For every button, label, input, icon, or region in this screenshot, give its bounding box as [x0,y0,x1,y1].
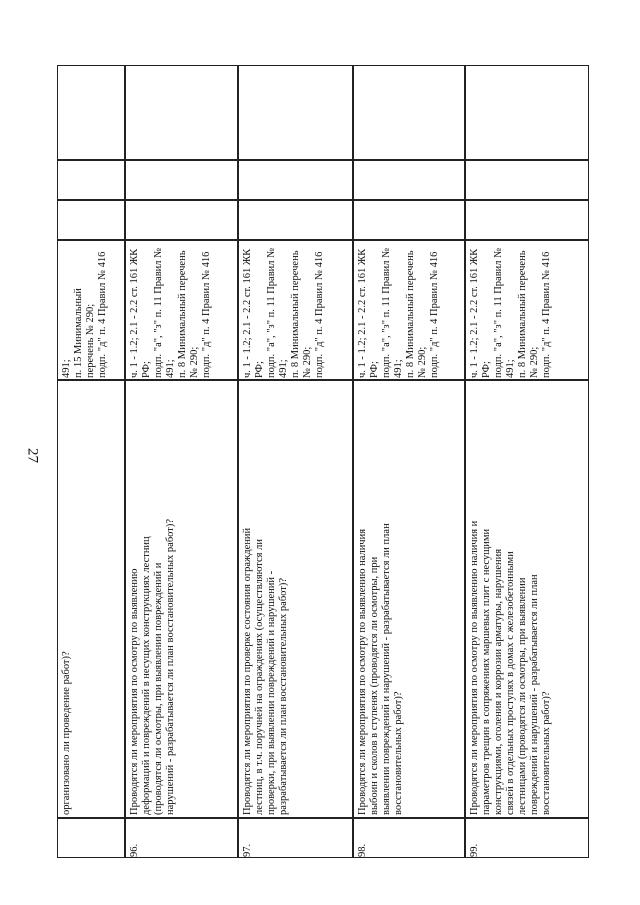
table-cell [353,160,465,200]
question-text: Проводятся ли мероприятия по осмотру по выявлению деформаций и повреждений в несущих конструкциях лестниц (проводятся ли осмотры, при выявлении повреждений и нарушений - разрабатывается ли план восстановительных работ)? [129,518,176,815]
row-1-basis-cell [125,240,238,380]
row-4-number-cell [465,818,589,858]
row-number: 99. [469,843,480,857]
table-cell [238,160,353,200]
table-cell [57,160,125,200]
basis-text: ч. 1 - 1.2; 2.1 - 2.2 ст. 161 ЖК РФ; подп. "а", "з" п. 11 Правил № 491; п. 8 Минимальный перечень № 290; подп. "д" п. 4 Правил № 416 [129,247,212,378]
table-cell [465,160,589,200]
row-2-number-cell [238,818,353,858]
table-cell [353,65,465,160]
basis-text: ч. 1 - 1.2; 2.1 - 2.2 ст. 161 ЖК РФ; подп. "а", "з" п. 11 Правил № 491; п. 8 Минимальный перечень № 290; подп. "д" п. 4 Правил № 416 [357,247,440,378]
row-4-question-cell [465,380,589,818]
basis-text: ч. 1 - 1.2; 2.1 - 2.2 ст. 161 ЖК РФ; подп. "а", "з" п. 11 Правил № 491; п. 8 Минимальный перечень № 290; подп. "д" п. 4 Правил № 416 [469,247,552,378]
table-cell [465,65,589,160]
table-cell [238,65,353,160]
page-number: 27 [24,448,41,463]
question-text: Проводятся ли мероприятия по проверке состояния ограждений лестниц, в т.ч. поручней на ограждениях (осуществляются ли проверки, при выявлении повреждений и нарушений - разрабатывается ли план восстановительных работ)? [242,527,289,815]
table-cell [125,160,238,200]
row-number: 98. [357,843,368,857]
row-3-basis-cell [353,240,465,380]
table-cell [238,200,353,240]
row-number: 96. [129,843,140,857]
table-cell [57,65,125,160]
question-text: организовано ли проведение работ)? [61,651,72,815]
table-cell [125,65,238,160]
row-0-question-cell [57,380,125,818]
question-text: Проводятся ли мероприятия по осмотру по выявлению наличия выбоин и сколов в ступенях (проводятся ли осмотры, при выявлении повреждений и нарушений - разрабатывается ли план восстановительных работ)? [357,523,404,815]
table-cell [57,200,125,240]
row-0-basis-cell [57,240,125,380]
row-1-question-cell [125,380,238,818]
table-cell [465,200,589,240]
row-4-basis-cell [465,240,589,380]
row-number: 97. [242,843,253,857]
question-text: Проводятся ли мероприятия по осмотру по выявлению наличия и параметров трещин в сопряжениях маршевых плит с несущими конструкциями, оголения и коррозии арматуры, нарушения связей в отдельных проступях в домах с железобетонными лестницами (проводятся ли осмотры, при выявлении повреждений и нарушений - разрабатывается ли план восстановительных работ)? [469,520,552,815]
row-3-number-cell [353,818,465,858]
basis-text: 491; п. 15 Минимальный перечень № 290; подп. "д" п. 4 Правил № 416 [61,251,108,378]
basis-text: ч. 1 - 1.2; 2.1 - 2.2 ст. 161 ЖК РФ; подп. "а", "з" п. 11 Правил № 491; п. 8 Минимальный перечень № 290; подп. "д" п. 4 Правил № 416 [242,247,325,378]
row-0-number-cell [57,818,125,858]
table-cell [353,200,465,240]
row-1-number-cell [125,818,238,858]
row-3-question-cell [353,380,465,818]
row-2-question-cell [238,380,353,818]
table-cell [125,200,238,240]
row-2-basis-cell [238,240,353,380]
